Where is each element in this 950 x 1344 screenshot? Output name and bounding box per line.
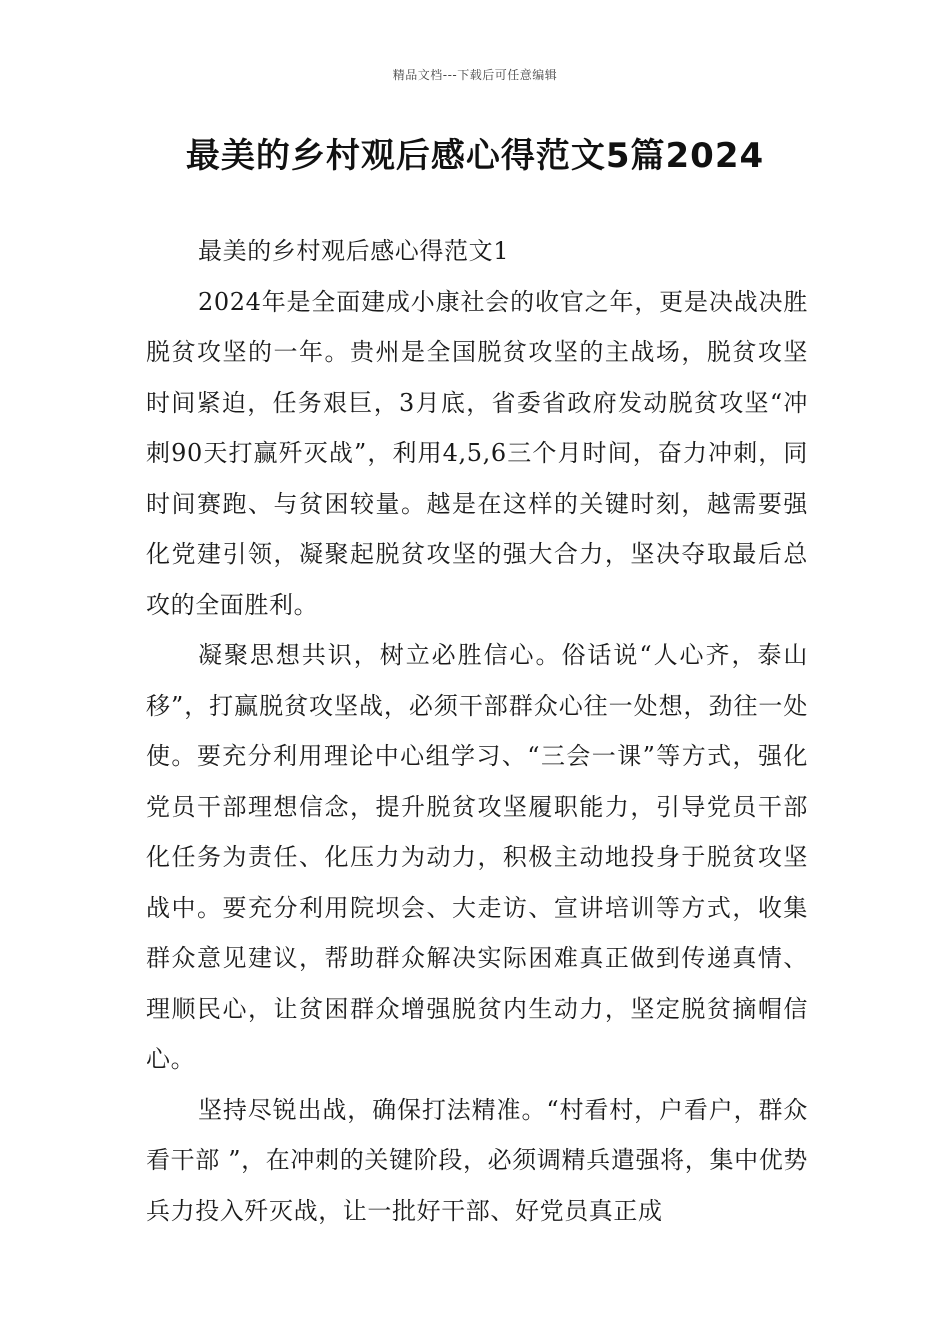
document-body [146,226,808,1236]
paragraph-3: 坚持尽锐出战，确保打法精准。“村看村，户看户，群众看干部 ”，在冲刺的关键阶段，必须调精兵遣强将，集中优势兵力投入歼灭战，让一批好干部、好党员真正成 [146,1095,808,1225]
header-note: 精品文档---下载后可任意编辑 [392,68,558,82]
document-title: 最美的乡村观后感心得范文5篇2024 [185,136,765,176]
paragraph-1: 2024年是全面建成小康社会的收官之年，更是决战决胜脱贫攻坚的一年。贵州是全国脱贫攻坚的主战场，脱贫攻坚时间紧迫，任务艰巨，3月底，省委省政府发动脱贫攻坚“冲刺90天打赢歼灭战”，利用4,5,6三个月时间，奋力冲刺，同时间赛跑、与贫困较量。越是在这样的关键时刻，越需要强化党建引领，凝聚起脱贫攻坚的强大合力，坚决夺取最后总攻的全面胜利。 [146,287,808,619]
section-subtitle: 最美的乡村观后感心得范文1 [198,237,510,265]
paragraph-2: 凝聚思想共识，树立必胜信心。俗话说“人心齐，泰山移”，打赢脱贫攻坚战，必须干部群众心往一处想，劲往一处使。要充分利用理论中心组学习、“三会一课”等方式，强化党员干部理想信念，提升脱贫攻坚履职能力，引导党员干部化任务为责任、化压力为动力，积极主动地投身于脱贫攻坚战中。要充分利用院坝会、大走访、宣讲培训等方式，收集群众意见建议，帮助群众解决实际困难真正做到传递真情、理顺民心，让贫困群众增强脱贫内生动力，坚定脱贫摘帽信心。 [146,641,808,1073]
